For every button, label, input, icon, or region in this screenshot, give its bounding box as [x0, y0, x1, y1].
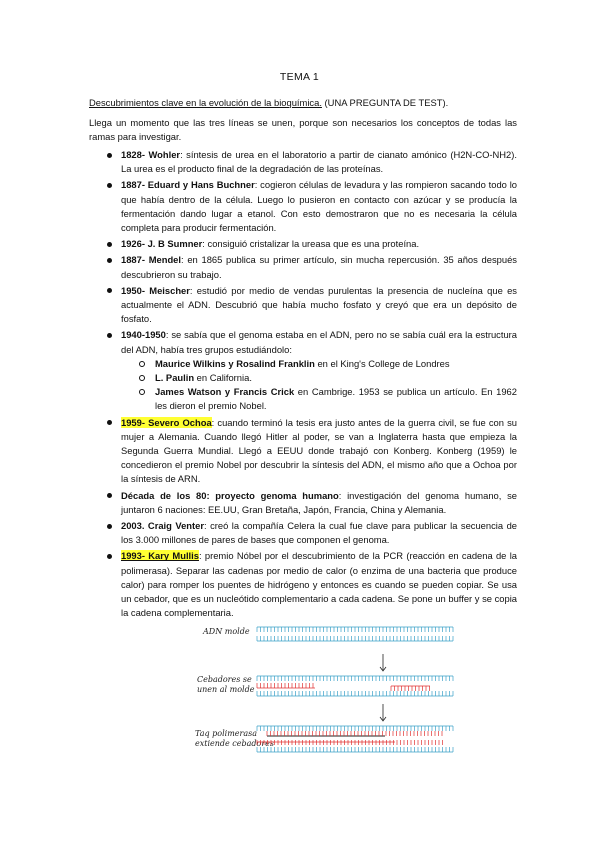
down-arrow-icon	[380, 704, 386, 721]
highlight: 1959- Severo Ochoa	[121, 416, 212, 428]
list-item: 1887- Mendel: en 1865 publica su primer artículo, sin mucha repercusión. 35 años después descubrieron su trabajo.	[89, 253, 517, 281]
sublist-item: L. Paulin en California.	[121, 371, 517, 385]
list-item: Década de los 80: proyecto genoma humano: investigación del genoma humano, se juntaron 6 naciones: EE.UU, Gran Bretaña, Japón, Francia, China y Alemania.	[89, 489, 517, 517]
list-item: 2003. Craig Venter: creó la compañía Celera la cual fue clave para publicar la secuencia de los 3.000 millones de pares de bases que componen el genoma.	[89, 519, 517, 547]
down-arrow-icon	[380, 654, 386, 671]
highlight: 1993- Kary Mullis	[121, 550, 199, 562]
subtitle-underlined: Descubrimientos clave en la evolución de la bioquímica.	[89, 97, 322, 108]
sublist-item: James Watson y Francis Crick en Cambrige. 1953 se publica un artículo. En 1962 les dieron el premio Nobel.	[121, 385, 517, 413]
extended-strands	[257, 726, 453, 752]
section-subtitle	[89, 97, 529, 108]
list-item: 1940-1950: se sabía que el genoma estaba en el ADN, pero no se sabía cuál era la estructura del ADN, había tres grupos estudiándolo: Maurice Wilkins y Rosalind Franklin en el King's College de Londres L. Paulin en California. James Watson y Francis Crick en Cambrige. 1953 se publica un artículo. En 1962 les dieron el premio Nobel.	[89, 328, 517, 413]
intro-paragraph: Llega un momento que las tres líneas se unen, porque son necesarios los conceptos de todas las ramas para investigar.	[89, 117, 517, 143]
page-title: TEMA 1	[279, 71, 320, 83]
diagram-label-template: ADN molde	[203, 627, 250, 636]
discoveries-list	[89, 148, 517, 623]
diagram-label-taq: Taq polimerasa	[195, 729, 257, 738]
list-item: 1926- J. B Sumner: consiguió cristalizar la ureasa que es una proteína.	[89, 237, 517, 251]
diagram-label-primers: Cebadores se	[197, 675, 252, 684]
list-item: 1959- Severo Ochoa: cuando terminó la tesis era justo antes de la guerra civil, se fue con su mujer a Alemania. Cuando llegó Hitler al poder, se van a Inglaterra hasta que empieza la Segunda Guerra Mundial. Llegó a EEUU donde trabajó con Konberg. Konberg (1959) le concedieron el premio Nobel por descubrir la síntesis del ADN, el mismo año que a Ochoa por la síntesis de ARN.	[89, 416, 517, 487]
list-item: 1887- Eduard y Hans Buchner: cogieron células de levadura y las rompieron sacando todo lo que había dentro de la célula. Luego lo pusieron en contacto con azúcar y se producía la fermentación dando lugar a etanol. Con esto demostraron que no es necesaria la célula completa para producir fermentación.	[89, 178, 517, 235]
subtitle-note: (UNA PREGUNTA DE TEST).	[321, 97, 449, 108]
diagram-label-taq-2: extiende cebadores	[195, 739, 275, 748]
pcr-diagram	[195, 624, 455, 764]
list-item: 1993- Kary Mullis: premio Nóbel por el descubrimiento de la PCR (reacción en cadena de la polimerasa). Separar las cadenas por medio de calor (o enzima de una bacteria que produce calor) para romper los puentes de hidrógeno y entonces es cuando se pueden copiar. Se usa un cebador, que es un nucleótido complementario a cada cadena. Se pone un buffer y se copia la cadena complementaria.	[89, 549, 517, 620]
list-item: 1950- Meischer: estudió por medio de vendas purulentas la presencia de nucleína que es actualmente el ADN. Descubrió que había mucho fosfato y creyó que era un depósito de fosfato.	[89, 284, 517, 327]
primer-strands	[257, 676, 453, 696]
diagram-label-primers-2: unen al molde	[197, 685, 255, 694]
list-item: 1828- Wohler: síntesis de urea en el laboratorio a partir de cianato amónico (H2N-CO-NH2). La urea es el producto final de la degradación de las proteínas.	[89, 148, 517, 176]
template-strand	[257, 627, 453, 641]
sublist-item: Maurice Wilkins y Rosalind Franklin en el King's College de Londres	[121, 357, 517, 371]
dna-groups-sublist	[121, 357, 517, 414]
